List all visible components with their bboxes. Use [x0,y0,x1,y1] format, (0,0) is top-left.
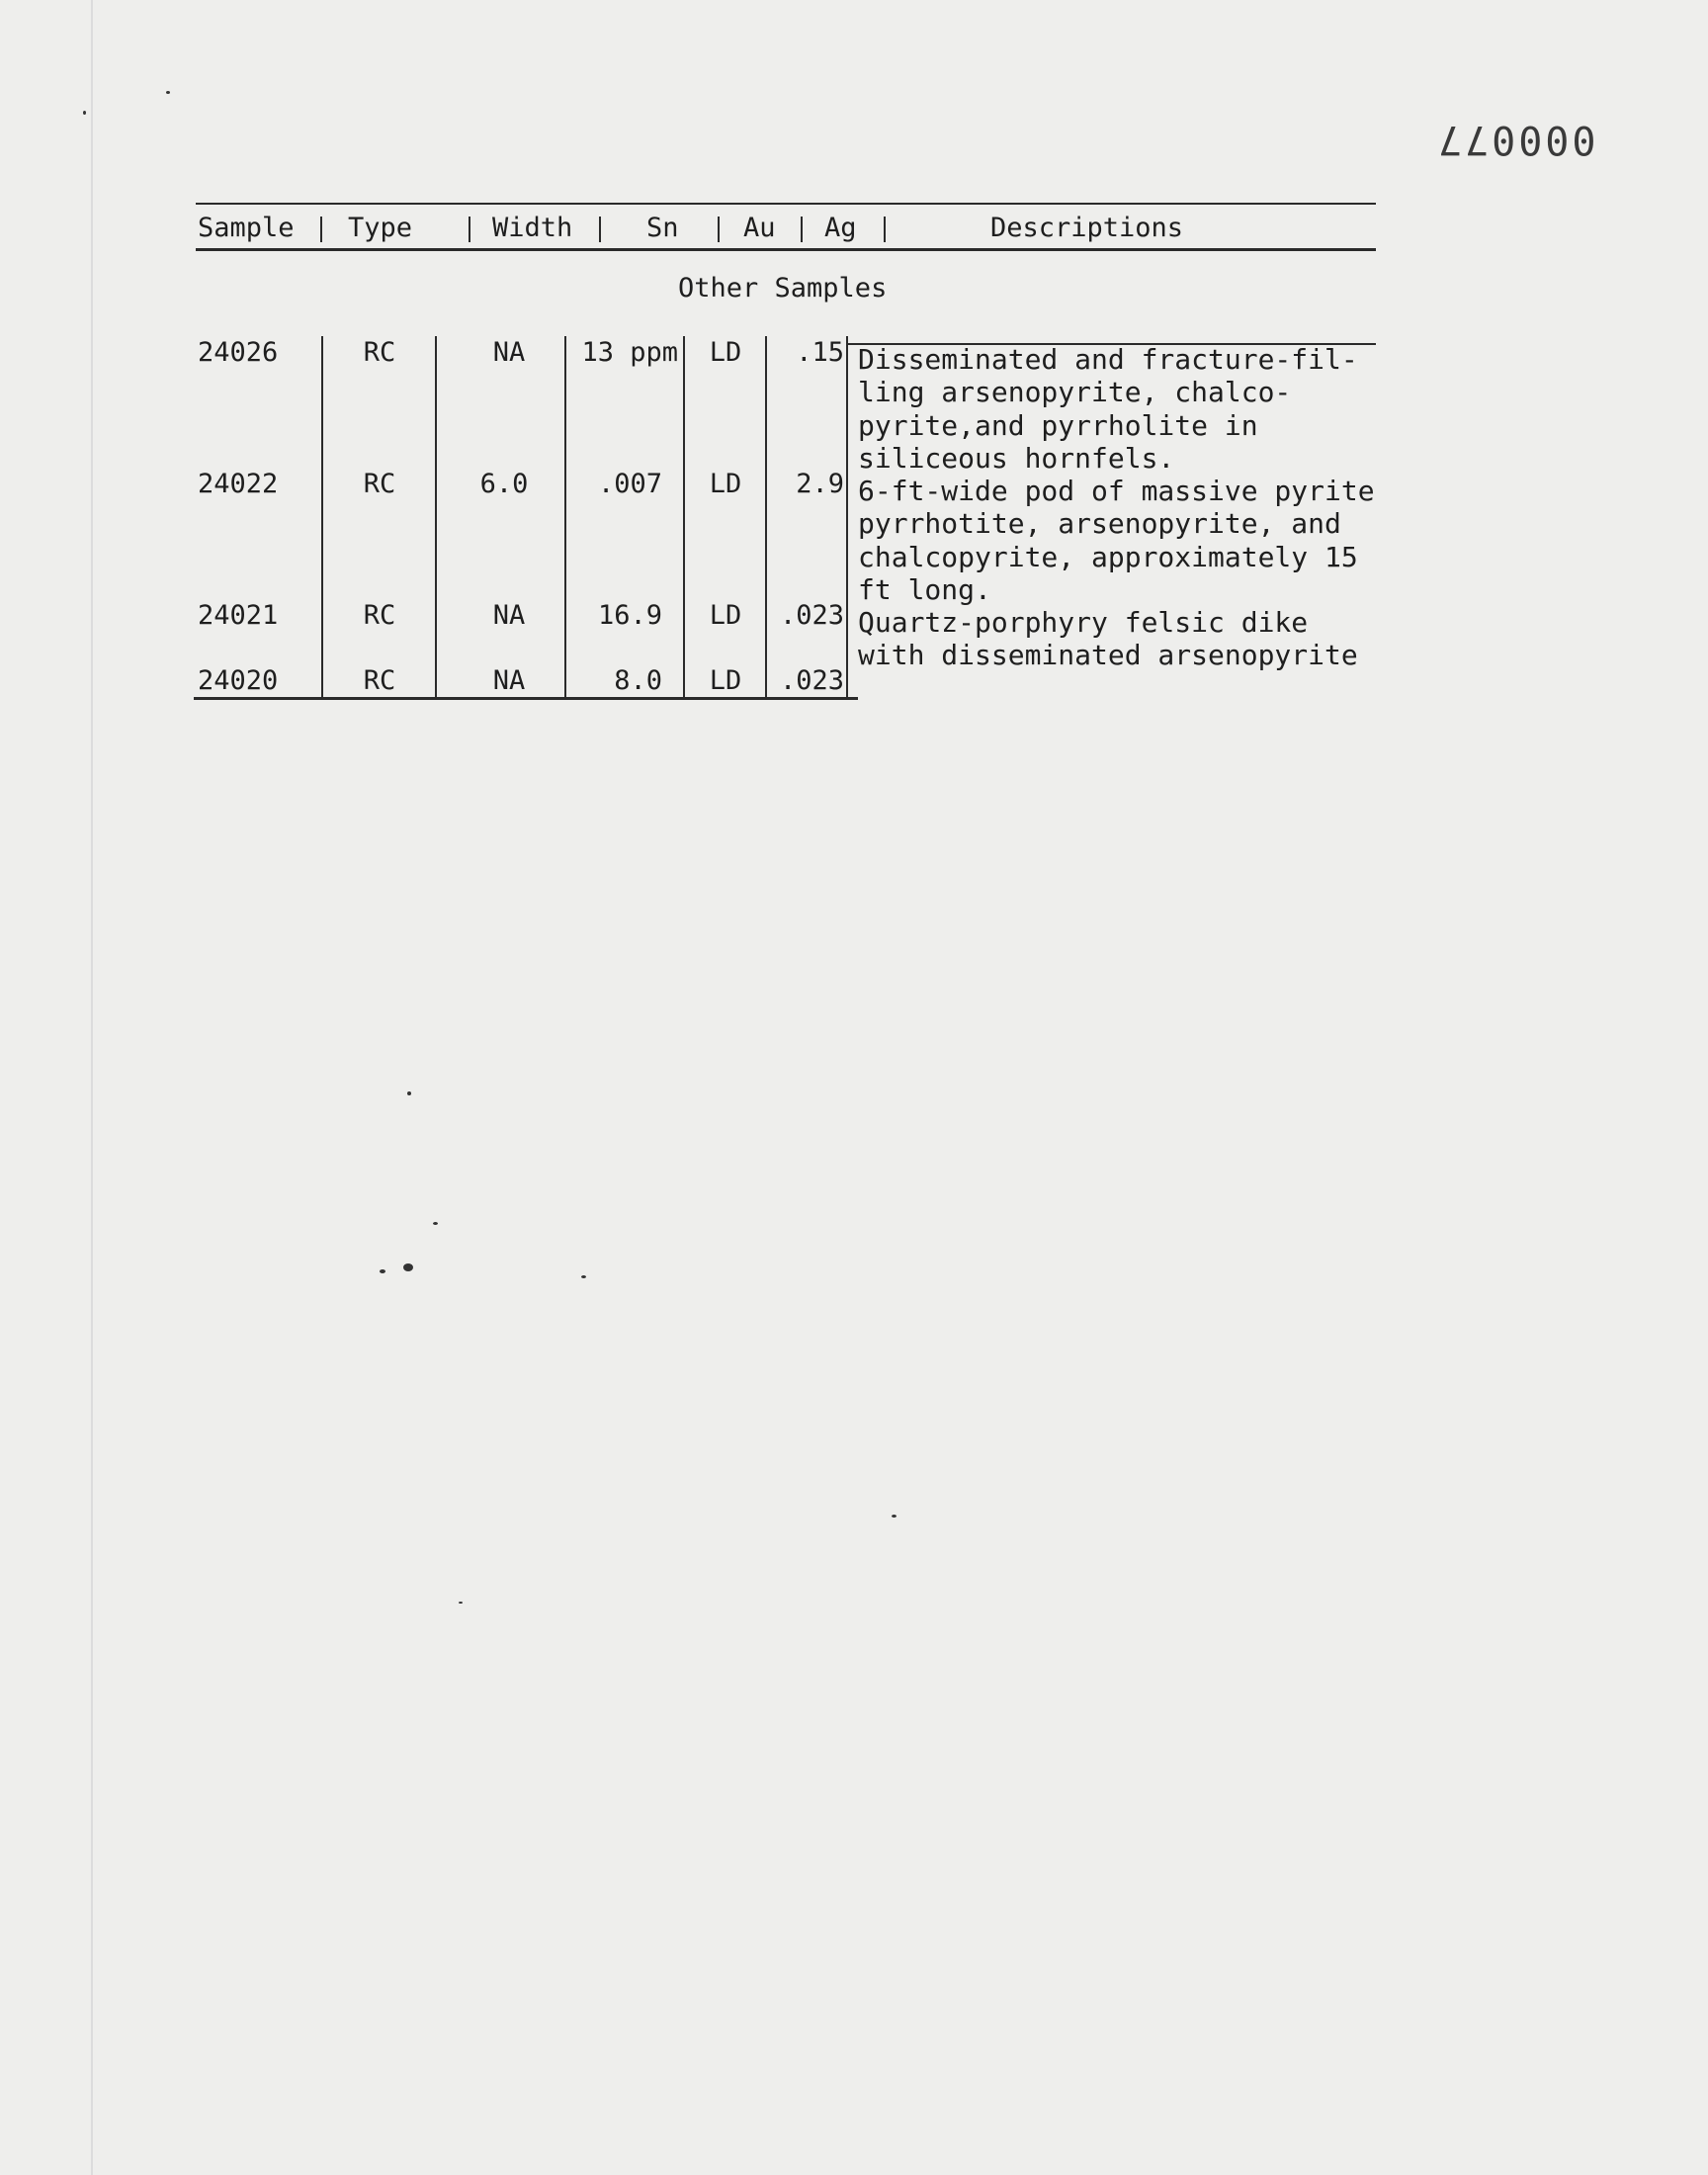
cell-sample: 24022 [198,469,279,499]
header-separator [884,217,886,242]
cell-sample: 24026 [198,337,279,368]
section-title: Other Samples [678,273,888,304]
description-line: ling arsenopyrite, chalco- [858,376,1292,409]
cell-description [858,475,1375,606]
scan-speck [403,1263,413,1271]
description-line: ft long. [858,572,991,606]
scan-speck [407,1091,411,1095]
header-descriptions: Descriptions [990,213,1184,243]
column-separator [321,336,323,698]
cell-ag: .023 [779,665,844,696]
scan-speck [459,1602,463,1604]
cell-sample: 24020 [198,665,279,696]
header-separator [599,217,601,242]
cell-type: RC [363,469,396,499]
cell-au: LD [709,337,742,368]
cell-width: NA [492,665,526,696]
cell-ag: .023 [779,600,844,631]
cell-description [858,606,1358,672]
cell-sn: 16.9 [597,600,662,631]
page-edge [91,0,93,2175]
description-line: with disseminated arsenopyrite [858,639,1358,672]
cell-sn: 8.0 [614,665,662,696]
header-sn: Sn [646,213,679,243]
table-rule-bottom [194,697,858,700]
description-line: Quartz-porphyry felsic dike [858,606,1309,639]
header-sample: Sample [198,213,295,243]
cell-description [858,343,1358,475]
cell-type: RC [363,337,396,368]
column-separator [846,336,848,698]
cell-width: NA [492,337,526,368]
description-line: pyrite,and pyrrholite in [858,408,1258,442]
column-separator [435,336,437,698]
scan-speck [581,1275,586,1278]
header-separator [718,217,720,242]
header-type: Type [348,213,413,243]
column-separator [683,336,685,698]
header-separator [801,217,803,242]
cell-sample: 24021 [198,600,279,631]
cell-au: LD [709,665,742,696]
scan-speck [380,1269,385,1273]
column-separator [765,336,767,698]
cell-type: RC [363,600,396,631]
cell-ag: .15 [796,337,844,368]
cell-width: 6.0 [479,469,529,499]
description-line: chalcopyrite, approximately 15 [858,540,1358,573]
cell-width: NA [492,600,526,631]
description-line: Disseminated and fracture-fil- [858,343,1358,376]
cell-type: RC [363,665,396,696]
cell-au: LD [709,600,742,631]
table-header [196,203,1376,251]
scan-speck [83,111,86,115]
description-line: siliceous hornfels. [858,441,1175,475]
header-width: Width [492,213,573,243]
page-number: 000077 [1435,117,1596,162]
description-line: 6-ft-wide pod of massive pyrite [858,475,1375,507]
scan-speck [892,1515,897,1518]
scan-speck [166,91,170,94]
cell-ag: 2.9 [796,469,844,499]
cell-sn: .007 [597,469,662,499]
cell-au: LD [709,469,742,499]
column-separator [564,336,566,698]
header-ag: Ag [824,213,857,243]
header-separator [469,217,470,242]
header-au: Au [743,213,776,243]
description-line: pyrrhotite, arsenopyrite, and [858,507,1341,541]
header-separator [320,217,322,242]
scan-speck [433,1222,438,1225]
cell-sn: 13 ppm [581,337,678,368]
